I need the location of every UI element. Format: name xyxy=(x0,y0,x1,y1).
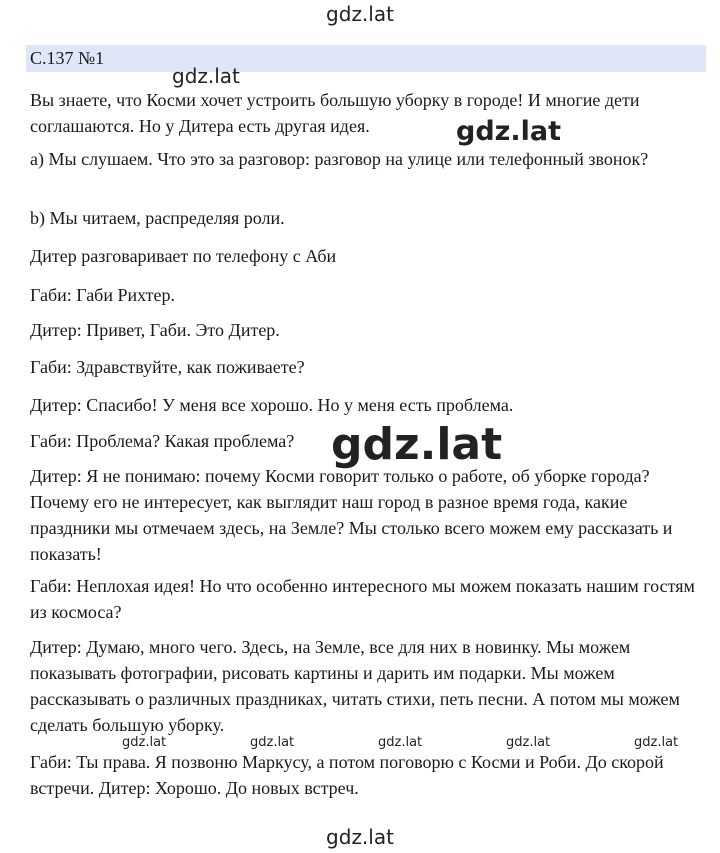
paragraph-intro: Вы знаете, что Косми хочет устроить большую уборку в городе! И многие дети соглашаются. Но у Дитера есть другая идея. xyxy=(30,90,640,136)
paragraph-scene: Дитер разговаривает по телефону с Аби xyxy=(30,246,337,266)
dialogue-line: Дитер: Я не понимаю: почему Косми говорит только о работе, об уборке города? Почему его не интересует, как выглядит наш город в разное время года, какие праздники мы отмечаем здесь, на Земле? Мы столько всего можем ему рассказать и показать! xyxy=(30,466,673,564)
dialogue-line: Габи: Проблема? Какая проблема? xyxy=(30,431,295,451)
dialogue-line: Габи: Здравствуйте, как поживаете? xyxy=(30,357,305,377)
dialogue-line: Дитер: Думаю, много чего. Здесь, на Земле, все для них в новинку. Мы можем показывать фотографии, рисовать картины и дарить им подарки. Мы можем рассказывать о различных праздниках, читать стихи, петь песни. А потом мы можем сделать большую уборку. xyxy=(30,637,680,735)
watermark: gdz.lat xyxy=(456,116,562,147)
watermark: gdz.lat xyxy=(250,735,295,750)
watermark: gdz.lat xyxy=(506,735,551,750)
watermark: gdz.lat xyxy=(331,419,503,470)
paragraph-task-a: a) Мы слушаем. Что это за разговор: разговор на улице или телефонный звонок? xyxy=(30,149,649,169)
watermark: gdz.lat xyxy=(378,735,423,750)
dialogue-line: Габи: Неплохая идея! Но что особенно интересного мы можем показать нашим гостям из космоса? xyxy=(30,576,695,622)
dialogue-line: Дитер: Привет, Габи. Это Дитер. xyxy=(30,320,280,340)
watermark: gdz.lat xyxy=(122,735,167,750)
page-title: С.137 №1 xyxy=(30,48,105,68)
dialogue-line: Габи: Габи Рихтер. xyxy=(30,285,176,305)
header-bar xyxy=(26,45,706,72)
paragraph-task-b: b) Мы читаем, распределяя роли. xyxy=(30,208,285,228)
dialogue-line: Дитер: Спасибо! У меня все хорошо. Но у меня есть проблема. xyxy=(30,395,514,415)
watermark: gdz.lat xyxy=(172,64,240,88)
dialogue-line: Габи: Ты права. Я позвоню Маркусу, а потом поговорю с Косми и Роби. До скорой встречи. Дитер: Хорошо. До новых встреч. xyxy=(30,752,664,798)
watermark-top: gdz.lat xyxy=(326,2,394,26)
watermark-bottom: gdz.lat xyxy=(326,825,394,849)
watermark: gdz.lat xyxy=(634,735,679,750)
